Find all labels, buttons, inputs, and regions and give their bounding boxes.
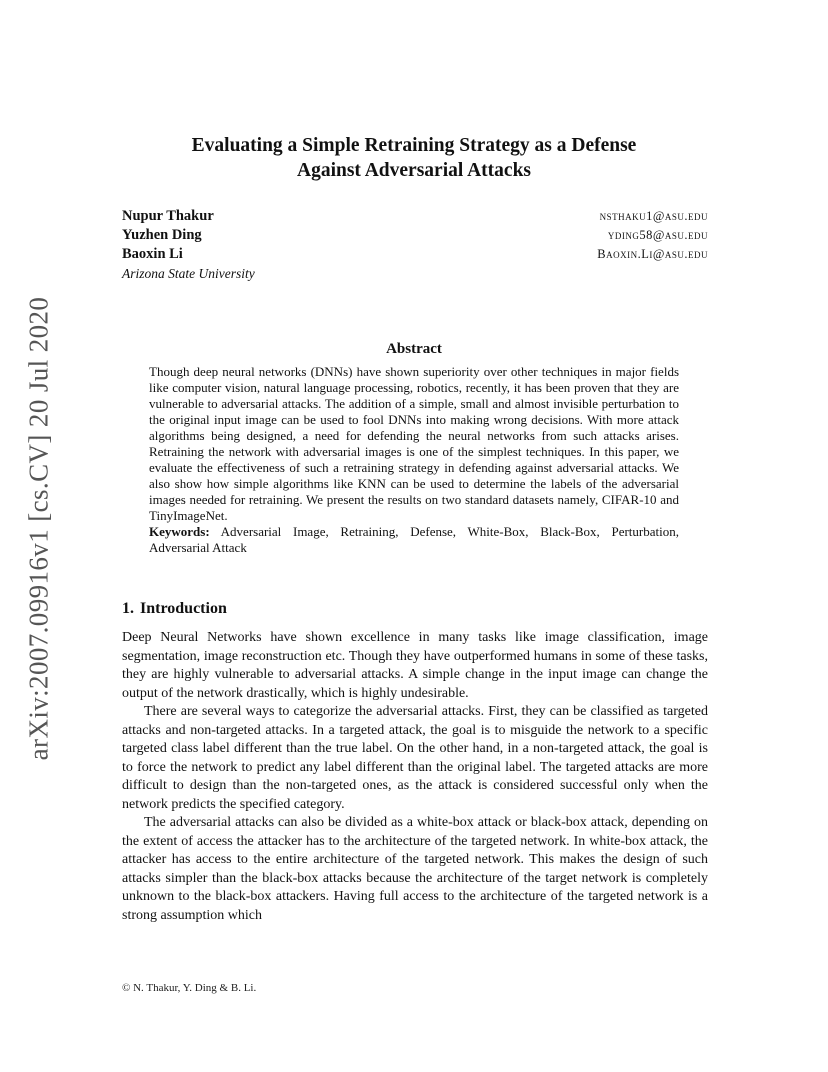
abstract-heading: Abstract	[386, 341, 442, 357]
affiliation: Arizona State University	[122, 266, 255, 281]
keywords-text: Adversarial Image, Retraining, Defense, White-Box, Black-Box, Perturbation, Adversarial Attack	[149, 524, 679, 555]
arxiv-identifier	[4, 298, 74, 758]
copyright-footer: © N. Thakur, Y. Ding & B. Li.	[122, 982, 257, 994]
keywords-label: Keywords:	[149, 524, 210, 539]
section-title: Introduction	[140, 600, 227, 617]
title-line-2: Against Adversarial Attacks	[297, 160, 531, 181]
author-email: Baoxin.Li@asu.edu	[597, 247, 708, 261]
paragraph: There are several ways to categorize the adversarial attacks. First, they can be classified as targeted attacks and non-targeted attacks. In a targeted attack, the goal is to misguide the network to a specific targeted class label different than the true label. On the other hand, in a non-targeted attack, the goal is to force the network to predict any label different than the original label. The targeted attacks are more difficult to design than the non-targeted ones, as the attack is considered successful only when the network predicts the specified category.	[122, 704, 708, 812]
keywords	[149, 524, 679, 556]
abstract-text: Though deep neural networks (DNNs) have shown superiority over other techniques in major fields like computer vision, natural language processing, robotics, recently, it has been proven that they are vulnerable to adversarial attacks. The addition of a simple, small and almost invisible perturbation to the original input image can be used to fool DNNs into making wrong decisions. With more attack algorithms being designed, a need for defending the neural networks from such attacks arises. Retraining the network with adversarial images is one of the simplest techniques. In this paper, we evaluate the effectiveness of such a retraining strategy in defending against adversarial attacks. We also show how simple algorithms like KNN can be used to determine the labels of the adversarial images needed for retraining. We present the results on two standard datasets namely, CIFAR-10 and TinyImageNet.	[149, 364, 679, 523]
author-name: Baoxin Li	[122, 246, 183, 262]
author-row	[122, 226, 708, 245]
paper-title	[100, 133, 728, 183]
introduction-body	[122, 629, 708, 925]
paragraph: Deep Neural Networks have shown excellence in many tasks like image classification, image segmentation, image reconstruction etc. Though they have outperformed humans in some of these tasks, they are highly vulnerable to adversarial attacks. A simple change in the input image can change the output of the network drastically, which is highly undesirable.	[122, 630, 708, 701]
abstract	[149, 364, 679, 556]
title-line-1: Evaluating a Simple Retraining Strategy as a Defense	[191, 135, 637, 156]
author-row	[122, 207, 708, 226]
paragraph: The adversarial attacks can also be divided as a white-box attack or black-box attack, depending on the extent of access the attacker has to the architecture of the targeted network. In white-box attack, the attacker has access to the entire architecture of the targeted network. This makes the design of such attacks simpler than the black-box attacks because the architecture of the target network is completely unknown to the black-box attackers. Having full access to the architecture of the targeted network is a strong assumption which	[122, 815, 708, 923]
section-number: 1.	[122, 600, 134, 617]
author-name: Yuzhen Ding	[122, 227, 202, 243]
author-name: Nupur Thakur	[122, 208, 214, 224]
section-heading	[122, 600, 233, 618]
author-block	[122, 207, 708, 283]
arxiv-identifier-text: arXiv:2007.09916v1 [cs.CV] 20 Jul 2020	[23, 296, 54, 760]
author-row	[122, 245, 708, 264]
author-email: yding58@asu.edu	[607, 228, 708, 242]
author-email: nsthaku1@asu.edu	[599, 209, 708, 223]
